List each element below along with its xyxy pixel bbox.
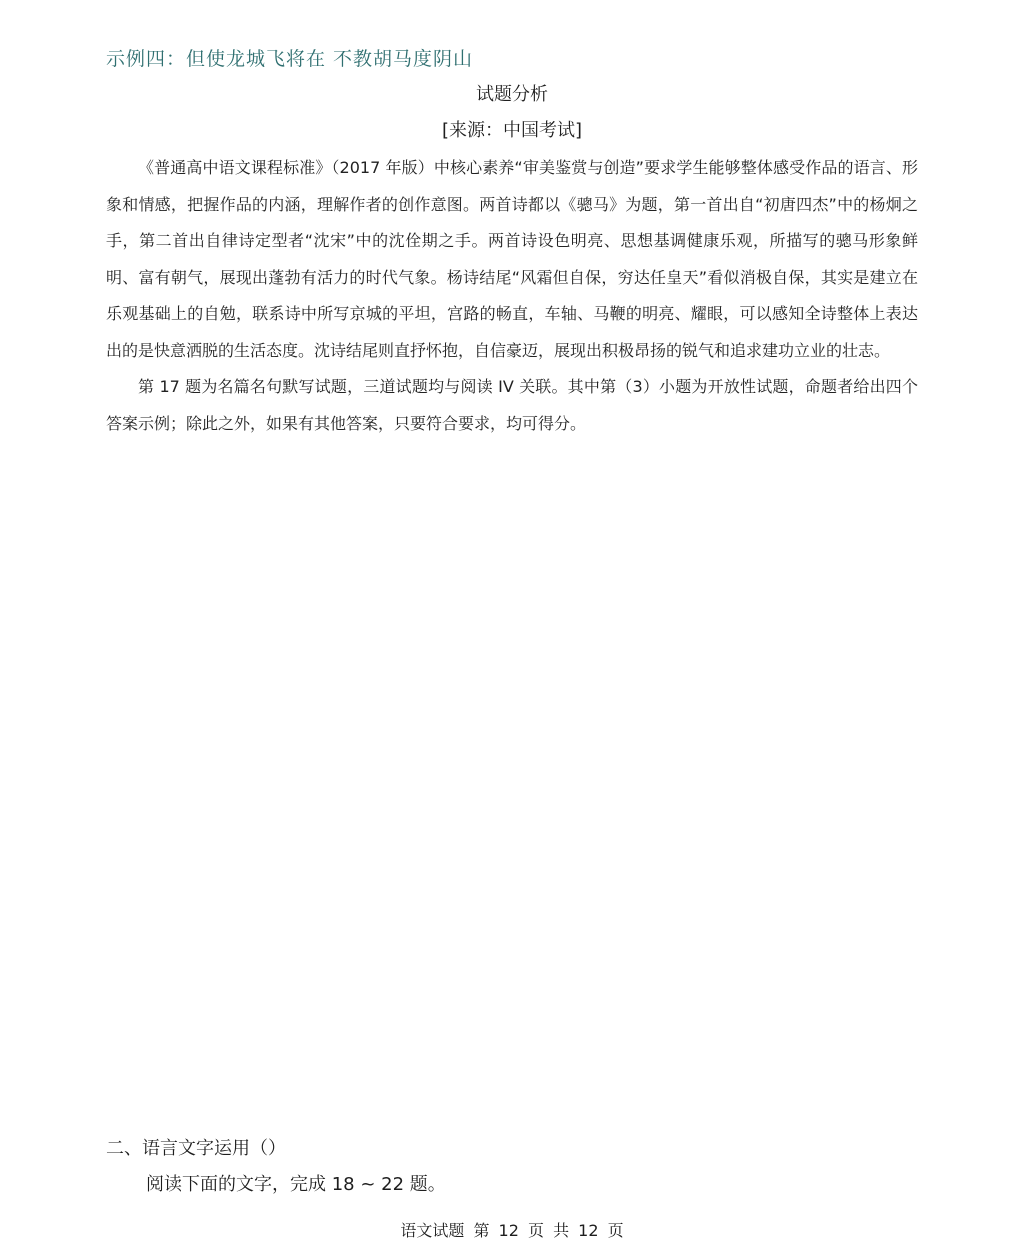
answer-example-four: 示例四：但使龙城飞将在 不教胡马度阴山 — [106, 48, 474, 70]
analysis-body — [106, 150, 918, 442]
analysis-paragraph-1: 《普通高中语文课程标准》（2017 年版）中核心素养“审美鉴赏与创造”要求学生能够整体感受作品的语言、形象和情感，把握作品的内涵，理解作者的创作意图。两首诗都以《骢马》为题，第一首出自“初唐四杰”中的杨炯之手，第二首出自律诗定型者“沈宋”中的沈佺期之手。两首诗设色明亮、思想基调健康乐观，所描写的骢马形象鲜明、富有朝气，展现出蓬勃有活力的时代气象。杨诗结尾“风霜但自保，穷达任皇天”看似消极自保，其实是建立在乐观基础上的自勉，联系诗中所写京城的平坦，宫路的畅直，车轴、马鞭的明亮、耀眼，可以感知全诗整体上表达出的是快意洒脱的生活态度。沈诗结尾则直抒怀抱，自信豪迈，展现出积极昂扬的锐气和追求建功立业的壮志。 — [106, 158, 918, 360]
section-heading: 二、语言文字运用（） — [106, 1138, 286, 1159]
section-instruction: 阅读下面的文字，完成 18 ~ 22 题。 — [146, 1174, 446, 1195]
page-footer: 语文试题 第 12 页 共 12 页 — [400, 1221, 624, 1240]
analysis-paragraph-2: 第 17 题为名篇名句默写试题，三道试题均与阅读 IV 关联。其中第（3）小题为开放性试题，命题者给出四个答案示例；除此之外，如果有其他答案，只要符合要求，均可得分。 — [106, 377, 918, 433]
analysis-source: [来源：中国考试] — [441, 120, 583, 141]
analysis-title: 试题分析 — [476, 84, 548, 105]
